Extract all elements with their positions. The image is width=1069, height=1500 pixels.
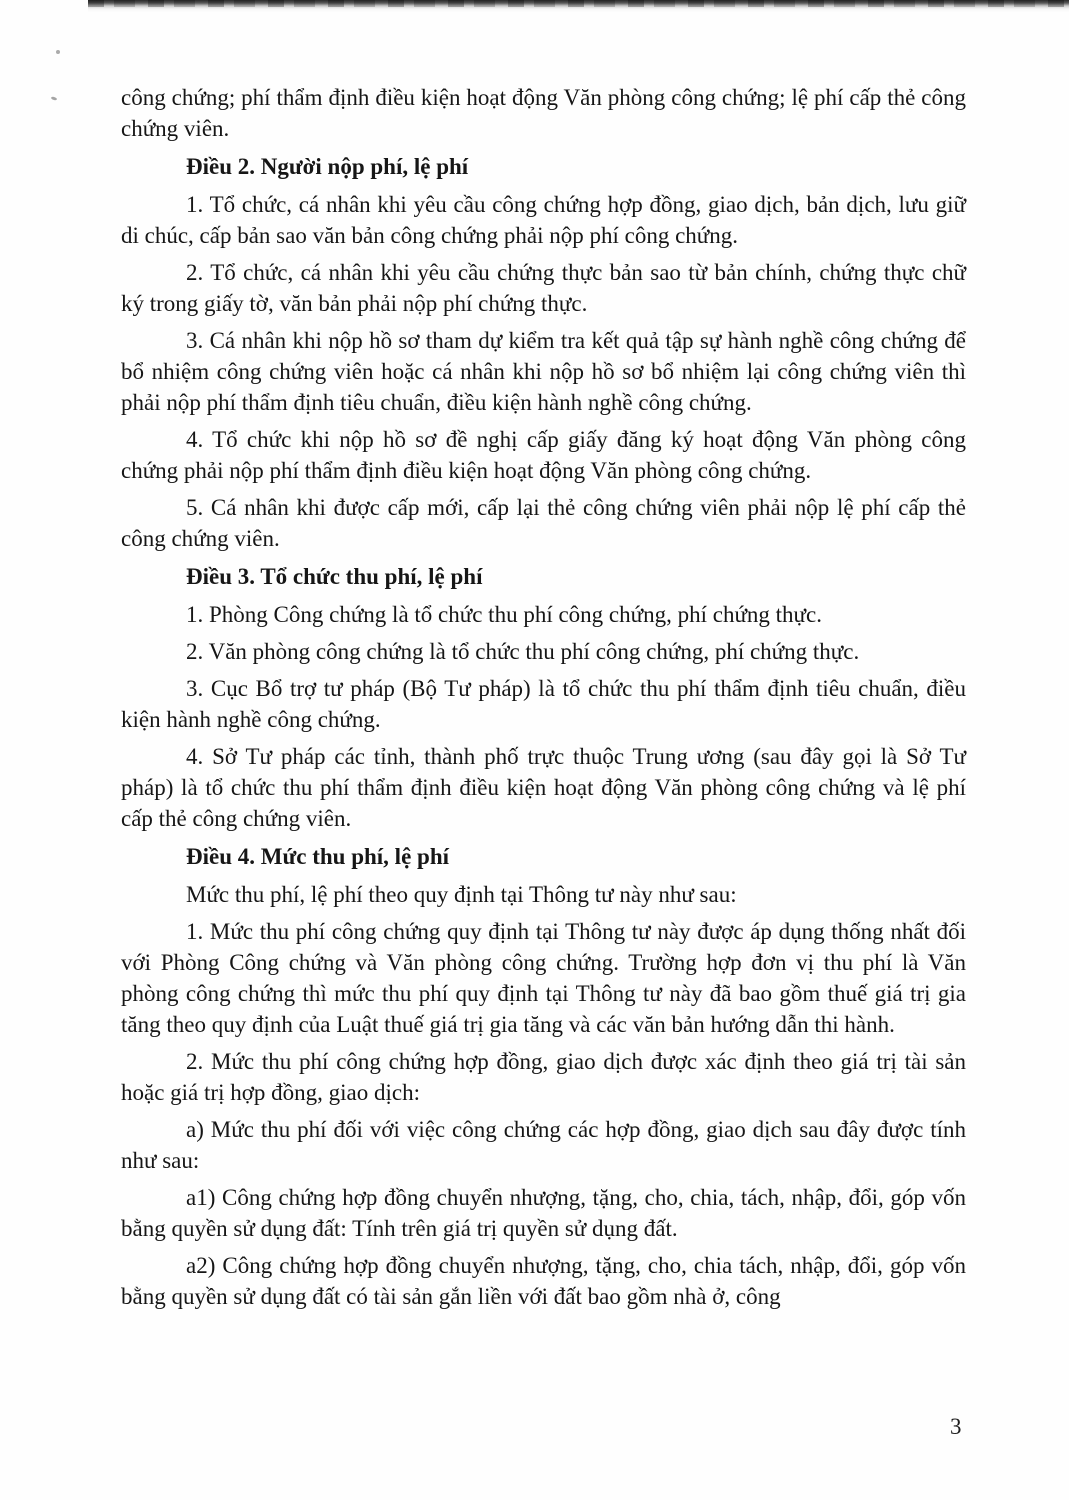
paragraph-dieu2-item-1: 1. Tổ chức, cá nhân khi yêu cầu công chứng hợp đồng, giao dịch, bản dịch, lưu giữ di chúc, cấp bản sao văn bản công chứng phải nộp phí công chứng. (121, 192, 966, 248)
paragraph-dieu4-item-2a2: a2) Công chứng hợp đồng chuyển nhượng, tặng, cho, chia tách, nhập, đổi, góp vốn bằng quyền sử dụng đất có tài sản gắn liền với đất bao gồm nhà ở, công (121, 1253, 966, 1309)
paragraph-dieu2-item-3: 3. Cá nhân khi nộp hồ sơ tham dự kiểm tra kết quả tập sự hành nghề công chứng để bổ nhiệm công chứng viên hoặc cá nhân khi nộp hồ sơ bổ nhiệm lại công chứng viên thì phải nộp phí thẩm định tiêu chuẩn, điều kiện hành nghề công chứng. (121, 328, 966, 415)
paragraph-dieu3-item-1: 1. Phòng Công chứng là tổ chức thu phí công chứng, phí chứng thực. (186, 602, 822, 627)
paragraph-dieu3-item-2: 2. Văn phòng công chứng là tổ chức thu phí công chứng, phí chứng thực. (186, 639, 860, 664)
article-heading-dieu-2: Điều 2. Người nộp phí, lệ phí (186, 154, 469, 179)
paragraph-dieu2-item-5: 5. Cá nhân khi được cấp mới, cấp lại thẻ công chứng viên phải nộp lệ phí cấp thẻ công chứng viên. (121, 495, 966, 551)
document-body (121, 82, 966, 1318)
scan-speck (56, 50, 60, 54)
scan-speck (51, 96, 58, 101)
paragraph-dieu4-item-1: 1. Mức thu phí công chứng quy định tại Thông tư này được áp dụng thống nhất đối với Phòng Công chứng và Văn phòng công chứng. Trường hợp đơn vị thu phí là Văn phòng công chứng thì mức thu phí quy định tại Thông tư này đã bao gồm thuế giá trị gia tăng theo quy định của Luật thuế giá trị gia tăng và các văn bản hướng dẫn thi hành. (121, 919, 966, 1037)
article-heading-dieu-3: Điều 3. Tổ chức thu phí, lệ phí (186, 564, 483, 589)
paragraph-dieu3-item-4: 4. Sở Tư pháp các tỉnh, thành phố trực thuộc Trung ương (sau đây gọi là Sở Tư pháp) là tổ chức thu phí thẩm định điều kiện hoạt động Văn phòng công chứng và lệ phí cấp thẻ công chứng viên. (121, 744, 966, 831)
scan-edge-artifact (88, 0, 1069, 12)
paragraph-dieu4-item-2a1: a1) Công chứng hợp đồng chuyển nhượng, tặng, cho, chia, tách, nhập, đổi, góp vốn bằng quyền sử dụng đất: Tính trên giá trị quyền sử dụng đất. (121, 1185, 966, 1241)
paragraph-dieu2-item-4: 4. Tổ chức khi nộp hồ sơ đề nghị cấp giấy đăng ký hoạt động Văn phòng công chứng phải nộp phí thẩm định điều kiện hoạt động Văn phòng công chứng. (121, 427, 966, 483)
paragraph-dieu4-intro: Mức thu phí, lệ phí theo quy định tại Thông tư này như sau: (186, 882, 737, 907)
paragraph-dieu3-item-3: 3. Cục Bổ trợ tư pháp (Bộ Tư pháp) là tổ chức thu phí thẩm định tiêu chuẩn, điều kiện hành nghề công chứng. (121, 676, 966, 732)
paragraph-dieu4-item-2: 2. Mức thu phí công chứng hợp đồng, giao dịch được xác định theo giá trị tài sản hoặc giá trị hợp đồng, giao dịch: (121, 1049, 966, 1105)
paragraph-continuation: công chứng; phí thẩm định điều kiện hoạt động Văn phòng công chứng; lệ phí cấp thẻ công chứng viên. (121, 85, 966, 141)
paragraph-dieu2-item-2: 2. Tổ chức, cá nhân khi yêu cầu chứng thực bản sao từ bản chính, chứng thực chữ ký trong giấy tờ, văn bản phải nộp phí chứng thực. (121, 260, 966, 316)
page-number: 3 (950, 1414, 962, 1439)
paragraph-dieu4-item-2a: a) Mức thu phí đối với việc công chứng các hợp đồng, giao dịch sau đây được tính như sau: (121, 1117, 966, 1173)
article-heading-dieu-4: Điều 4. Mức thu phí, lệ phí (186, 844, 450, 869)
